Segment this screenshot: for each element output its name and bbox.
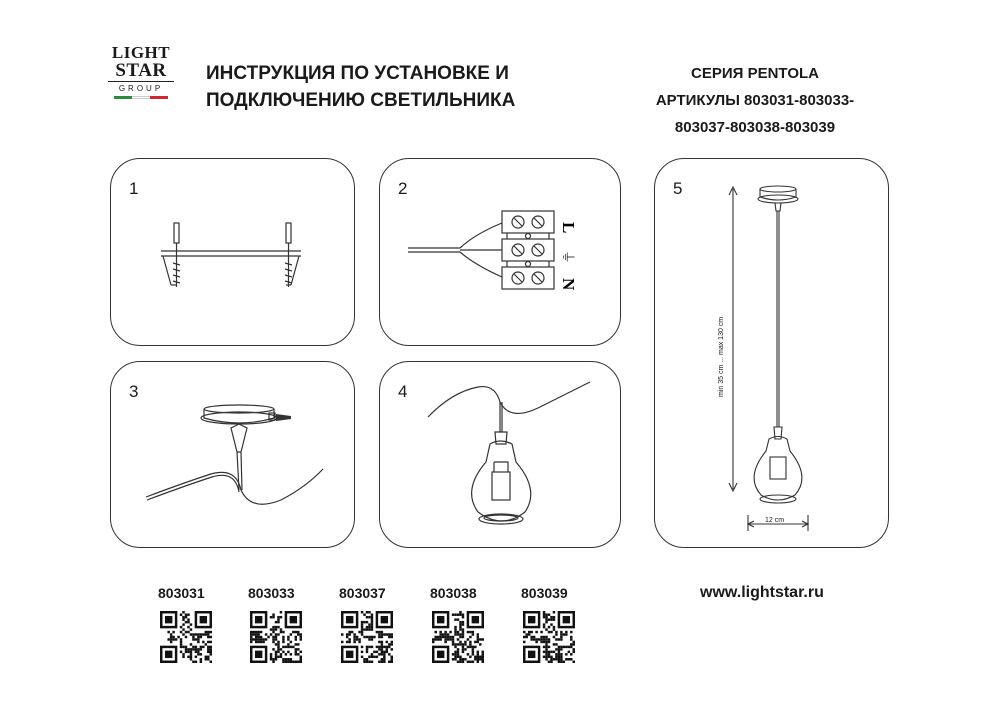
step-5-panel: [654, 158, 889, 548]
qr-code-icon[interactable]: [523, 611, 575, 663]
article-code-2: 803033: [248, 585, 295, 601]
height-dimension-label: min 35 cm ... max 130 cm: [718, 316, 725, 397]
italian-flag-stripe: [114, 96, 168, 99]
website-link[interactable]: www.lightstar.ru: [700, 584, 824, 601]
document-title: [206, 60, 515, 114]
brand-logo: [108, 44, 174, 120]
mounting-bracket-illustration: [111, 159, 356, 347]
step-4-number: 4: [398, 382, 408, 401]
lamp-shade-illustration: [380, 362, 622, 549]
articles-line-1: АРТИКУЛЫ 803031-803033-: [655, 92, 855, 109]
title-line-2: ПОДКЛЮЧЕНИЮ СВЕТИЛЬНИКА: [206, 90, 516, 111]
series-name: СЕРИЯ PENTOLA: [691, 65, 819, 82]
qr-code-icon[interactable]: [341, 611, 393, 663]
step-5-number: 5: [673, 179, 683, 198]
step-1-panel: [110, 158, 355, 346]
article-code-5: 803039: [521, 585, 568, 601]
logo-line-2: STAR: [108, 61, 174, 82]
series-info: [655, 60, 855, 141]
logo-line-1: LIGHT: [111, 43, 171, 62]
step-3-number: 3: [129, 382, 139, 401]
step-4-panel: [379, 361, 621, 548]
terminal-live-label: L: [559, 222, 578, 234]
title-line-1: ИНСТРУКЦИЯ ПО УСТАНОВКЕ И: [206, 63, 509, 84]
step-3-panel: [110, 361, 355, 548]
terminal-ground-label: ⏚: [559, 250, 575, 264]
article-code-3: 803037: [339, 585, 386, 601]
terminal-neutral-label: N: [559, 278, 578, 291]
assembled-lamp-illustration: [655, 159, 890, 549]
width-dimension-label: 12 cm: [765, 517, 785, 524]
article-code-1: 803031: [158, 585, 205, 601]
step-2-number: 2: [398, 179, 408, 198]
canopy-cord-illustration: [111, 362, 356, 549]
qr-code-icon[interactable]: [250, 611, 302, 663]
article-code-4: 803038: [430, 585, 477, 601]
articles-line-2: 803037-803038-803039: [674, 119, 836, 136]
logo-line-3: GROUP: [118, 84, 164, 93]
qr-code-icon[interactable]: [160, 611, 212, 663]
qr-code-icon[interactable]: [432, 611, 484, 663]
step-2-panel: [379, 158, 621, 346]
step-1-number: 1: [129, 179, 139, 198]
terminal-block-illustration: [380, 159, 622, 347]
